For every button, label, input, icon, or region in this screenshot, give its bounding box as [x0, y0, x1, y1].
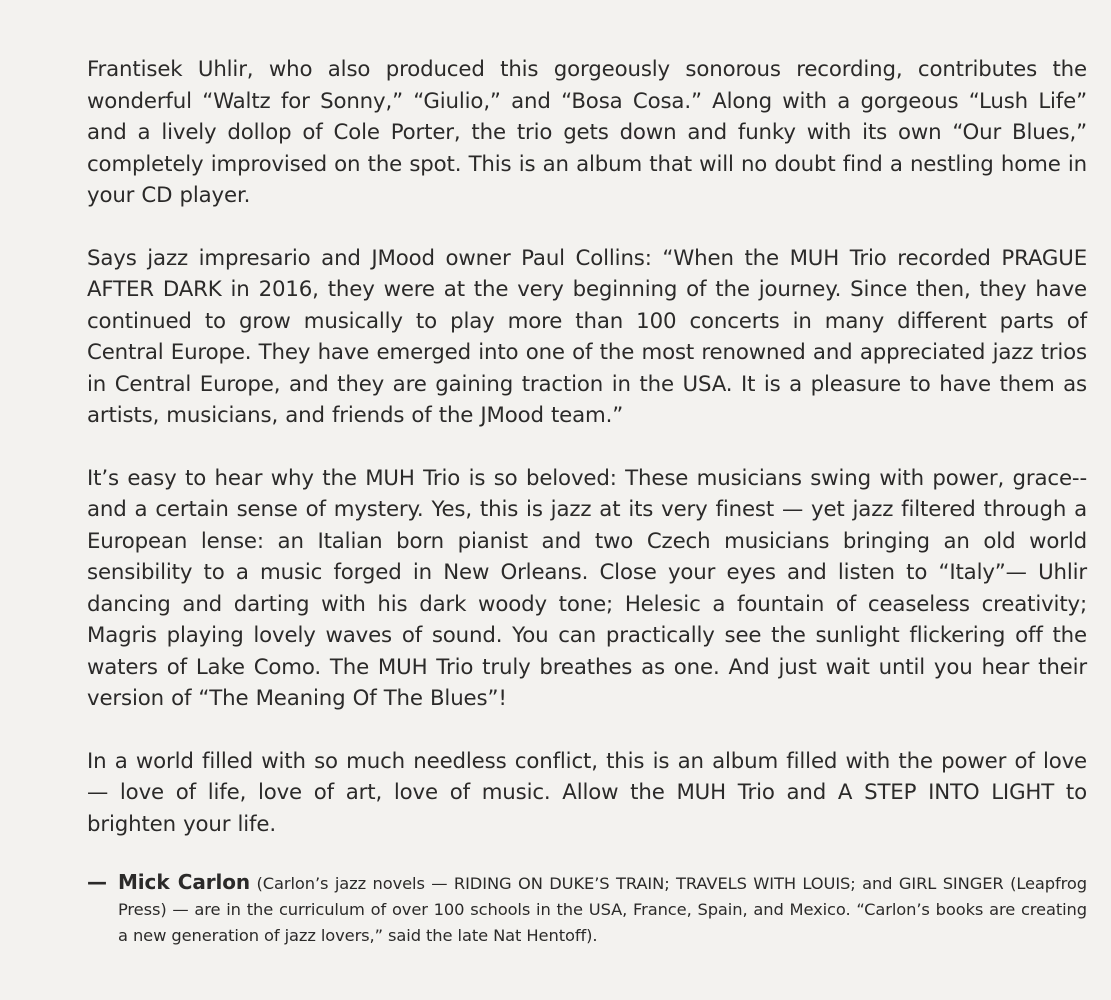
- paragraph-paul-collins-quote: Says jazz impresario and JMood owner Paul Collins: “When the MUH Trio recorded PRAGUE AFTER DARK in 2016, they were at the very beginning of the journey. Since then, they have continued to grow musically to play more than 100 concerts in many different parts of Central Europe. They have emerged into one of the most renowned and appreciated jazz trios in Central Europe, and they are gaining traction in the USA. It is a pleasure to have them as artists, musicians, and friends of the JMood team.”: [87, 245, 1087, 428]
- author-bio: (Carlon’s jazz novels — RIDING ON DUKE’S TRAIN; TRAVELS WITH LOUIS; and GIRL SINGER (Leapfrog Press) — are in the curriculum of over 100 schools in the USA, France, Spain, and Mexico. “Carlon’s books are creating a new generation of jazz lovers,” said the late Nat Hentoff).: [118, 874, 1087, 945]
- author-name: Mick Carlon: [118, 870, 251, 894]
- paragraph-compositions: Frantisek Uhlir, who also produced this gorgeously sonorous recording, contributes the wonderful “Waltz for Sonny,” “Giulio,” and “Bosa Cosa.” Along with a gorgeous “Lush Life” and a lively dollop of Cole Porter, the trio gets down and funky with its own “Our Blues,” completely improvised on the spot. This is an album that will no doubt find a nestling home in your CD player.: [87, 57, 1087, 208]
- paragraph-trio-description: It’s easy to hear why the MUH Trio is so beloved: These musicians swing with power, grace--and a certain sense of mystery. Yes, this is jazz at its very finest — yet jazz filtered through a European lense: an Italian born pianist and two Czech musicians bringing an old world sensibility to a music forged in New Orleans. Close your eyes and listen to “Italy”— Uhlir dancing and darting with his dark woody tone; Helesic a fountain of ceaseless creativity; Magris playing lovely waves of sound. You can practically see the sunlight flickering off the waters of Lake Como. The MUH Trio truly breathes as one. And just wait until you hear their version of “The Meaning Of The Blues”!: [87, 465, 1087, 711]
- credit-dash: —: [87, 870, 107, 894]
- paragraph-closing: In a world filled with so much needless conflict, this is an album filled with the power of love — love of life, love of art, love of music. Allow the MUH Trio and A STEP INTO LIGHT to brighten your life.: [87, 748, 1087, 837]
- liner-notes-page: [87, 54, 1087, 949]
- author-credit: [87, 869, 1087, 949]
